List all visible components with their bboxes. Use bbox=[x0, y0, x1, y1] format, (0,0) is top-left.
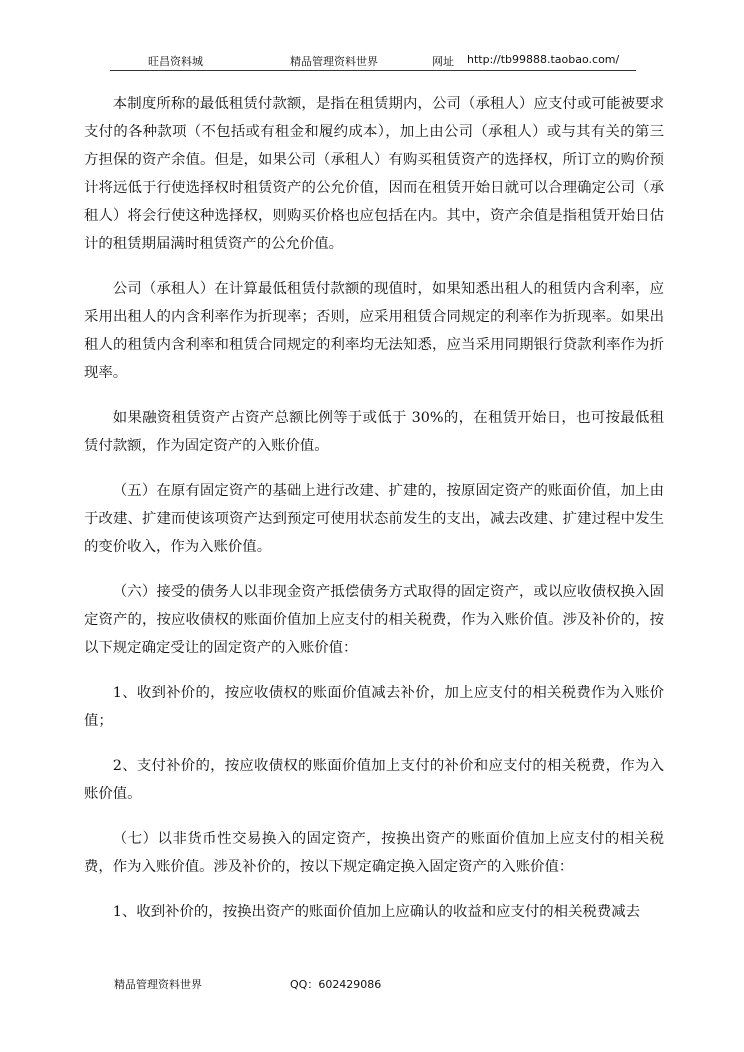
paragraph-lease-ratio: 如果融资租赁资产占资产总额比例等于或低于 30%的，在租赁开始日，也可按最低租赁付款额，作为固定资产的入账价值。 bbox=[84, 410, 664, 454]
footer-left-text: 精品管理资料世界 bbox=[114, 978, 202, 991]
paragraph-discount-rate: 公司（承租人）在计算最低租赁付款额的现值时，如果知悉出租人的租赁内含利率，应采用出租人的内含利率作为折现率；否则，应采用租赁合同规定的利率作为折现率。如果出租人的租赁内含利率和租赁合同规定的利率均无法知悉，应当采用同期银行贷款利率作为折现率。 bbox=[84, 281, 664, 381]
page-footer bbox=[110, 976, 636, 996]
header-url-label: 网址 bbox=[432, 55, 454, 68]
paragraph-section-6-item-2: 2、支付补价的，按应收债权的账面价值加上支付的补价和应支付的相关税费，作为入账价值。 bbox=[84, 758, 664, 802]
paragraph-section-6-item-1: 1、收到补价的，按应收债权的账面价值减去补价，加上应支付的相关税费作为入账价值； bbox=[84, 685, 664, 729]
paragraph-min-lease-payments: 本制度所称的最低租赁付款额，是指在租赁期内，公司（承租人）应支付或可能被要求支付的各种款项（不包括或有租金和履约成本），加上由公司（承租人）或与其有关的第三方担保的资产余值。但是，如果公司（承租人）有购买租赁资产的选择权，所订立的购价预计将远低于行使选择权时租赁资产的公允价值，因而在租赁开始日就可以合理确定公司（承租人）将会行使这种选择权，则购买价格也应包括在内。其中，资产余值是指租赁开始日估计的租赁期届满时租赁资产的公允价值。 bbox=[84, 96, 664, 252]
footer-qq-text: QQ：602429086 bbox=[290, 978, 382, 991]
page-header bbox=[110, 50, 636, 71]
paragraph-section-7: （七）以非货币性交易换入的固定资产，按换出资产的账面价值加上应支付的相关税费，作为入账价值。涉及补价的，按以下规定确定换入固定资产的入账价值： bbox=[84, 831, 664, 875]
document-body bbox=[84, 90, 664, 943]
paragraph-section-5: （五）在原有固定资产的基础上进行改建、扩建的，按原固定资产的账面价值，加上由于改建、扩建而使该项资产达到预定可使用状态前发生的支出，减去改建、扩建过程中发生的变价收入，作为入账价值。 bbox=[84, 483, 664, 555]
header-middle-text: 精品管理资料世界 bbox=[290, 55, 378, 68]
header-left-text: 旺昌资料城 bbox=[148, 55, 203, 68]
paragraph-section-6: （六）接受的债务人以非现金资产抵偿债务方式取得的固定资产，或以应收债权换入固定资产的，按应收债权的账面价值加上应支付的相关税费，作为入账价值。涉及补价的，按以下规定确定受让的固定资产的入账价值： bbox=[84, 584, 664, 656]
header-url-link[interactable]: http://tb99888.taobao.com/ bbox=[467, 53, 620, 66]
paragraph-section-7-item-1: 1、收到补价的，按换出资产的账面价值加上应确认的收益和应支付的相关税费减去 bbox=[112, 904, 641, 920]
